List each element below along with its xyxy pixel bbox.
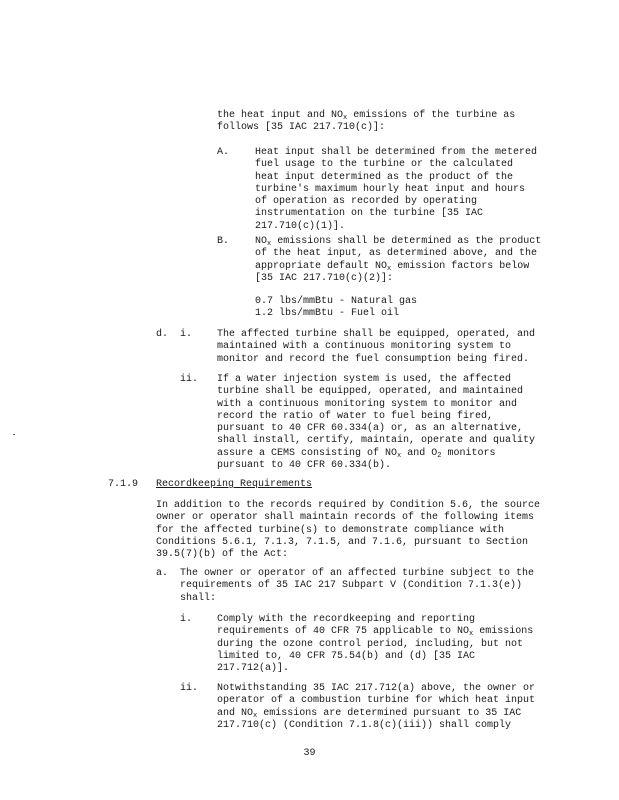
item-a-i-line-2-post: emissions <box>473 626 534 638</box>
item-a-i-line-4: limited to, 40 CFR 75.54(b) and (d) [35 IAC <box>217 650 476 662</box>
item-a-ii-line-4: 217.710(c) (Condition 7.1.8(c)(iii)) shall comply <box>217 719 512 731</box>
item-a-i-line-3: during the ozone control period, including, but not <box>217 638 524 650</box>
item-d-i-line: maintained with a continuous monitoring system to <box>217 341 512 353</box>
item-a-ii-text <box>217 683 535 732</box>
item-d-ii-line-7-pre: assure a CEMS consisting of NO <box>217 447 398 459</box>
nox-subscript: x <box>343 114 348 122</box>
item-A-label: A. <box>217 147 230 158</box>
item-B-line-4: [35 IAC 217.710(c)(2)]: <box>255 272 394 284</box>
margin-mark <box>13 434 15 435</box>
item-B-line-3-pre: appropriate default NO <box>255 260 388 272</box>
item-A-line: turbine's maximum hourly heat input and hours <box>255 183 526 195</box>
item-a-i-text <box>217 614 533 675</box>
emission-factor-natural-gas: 0.7 lbs/mmBtu - Natural gas <box>255 296 418 307</box>
item-B-text <box>255 236 541 285</box>
item-d-ii-line: If a water injection system is used, the affected <box>217 374 512 385</box>
item-d-label: d. <box>156 329 169 340</box>
item-d-i-label: i. <box>180 329 193 340</box>
item-a-line: The owner or operator of an affected turbine subject to the <box>180 568 535 579</box>
nox-subscript: x <box>253 711 258 720</box>
item-A-line: fuel usage to the turbine or the calculated <box>255 159 514 171</box>
item-d-i-line: monitor and record the fuel consumption being fired. <box>217 353 530 365</box>
item-d-ii-line: pursuant to 40 CFR 60.334(a) or, as an alternative, <box>217 423 524 435</box>
item-B-line-3-post: emission factors below <box>391 260 530 272</box>
item-a-ii-line-2: operator of a combustion turbine for which heat input <box>217 695 536 707</box>
item-a-i-line-5: 217.712(a)]. <box>217 663 290 675</box>
emission-factors <box>255 296 417 321</box>
section-body <box>156 500 540 561</box>
item-d-ii-line-7-post: monitors <box>441 447 496 459</box>
item-A-line: instrumentation on the turbine [35 IAC <box>255 208 484 220</box>
item-A-line: 217.710(c)(1)]. <box>255 220 346 232</box>
item-A-line: of operation as recorded by operating <box>255 196 478 208</box>
intro-line-1-pre: the heat input and NO <box>217 110 344 121</box>
item-a-text <box>180 568 534 605</box>
item-B-label: B. <box>217 236 230 247</box>
section-body-line: In addition to the records required by Condition 5.6, the source <box>156 500 541 511</box>
item-a-label: a. <box>156 568 169 579</box>
item-d-ii-line-8: pursuant to 40 CFR 60.334(b). <box>217 460 392 472</box>
nox-subscript: x <box>267 240 272 248</box>
item-a-ii-line-3-post: emissions are determined pursuant to 35 IAC <box>257 707 522 719</box>
o2-subscript: 2 <box>437 451 442 460</box>
nox-subscript: x <box>387 264 392 273</box>
nox-subscript: x <box>469 630 474 639</box>
item-d-ii-line: turbine shall be equipped, operated, and maintained <box>217 386 524 398</box>
intro-paragraph <box>217 110 515 135</box>
section-title: Recordkeeping Requirements <box>156 479 313 490</box>
item-a-i-label: i. <box>180 614 193 625</box>
item-A-line: Heat input shall be determined from the metered <box>255 147 538 158</box>
item-B-line-2: of the heat input, as determined above, and the <box>255 248 538 260</box>
section-number: 7.1.9 <box>108 479 139 490</box>
section-body-line: owner or operator shall maintain records of the following items <box>156 512 535 524</box>
item-a-line: requirements of 35 IAC 217 Subpart V (Condition 7.1.3(e)) <box>180 580 523 592</box>
nox-subscript: x <box>397 451 402 460</box>
intro-line-2: follows [35 IAC 217.710(c)]: <box>217 122 386 134</box>
item-a-ii-label: ii. <box>180 683 199 694</box>
item-B-line-1-pre: NO <box>255 236 268 247</box>
intro-line-1-post: emissions of the turbine as <box>347 110 516 121</box>
item-d-ii-line-7-mid: and O <box>401 447 438 459</box>
item-B-line-1-post: emissions shall be determined as the product <box>271 236 542 247</box>
item-A-line: heat input determined as the product of the <box>255 171 514 183</box>
section-body-line: Conditions 5.6.1, 7.1.3, 7.1.5, and 7.1.6, pursuant to Section <box>156 536 529 548</box>
section-body-line: 39.5(7)(b) of the Act: <box>156 549 289 561</box>
item-d-i-text <box>217 329 535 366</box>
item-d-i-line: The affected turbine shall be equipped, operated, and <box>217 329 536 340</box>
item-a-ii-line-1: Notwithstanding 35 IAC 217.712(a) above, the owner or <box>217 683 536 694</box>
item-d-ii-line: shall install, certify, maintain, operate and quality <box>217 435 536 447</box>
page-number: 39 <box>303 748 316 759</box>
item-d-ii-line: with a continuous monitoring system to monitor and <box>217 398 518 410</box>
item-a-i-line-2-pre: requirements of 40 CFR 75 applicable to NO <box>217 626 470 638</box>
section-body-line: for the affected turbine(s) to demonstrate compliance with <box>156 524 505 536</box>
item-a-ii-line-3-pre: and NO <box>217 707 254 719</box>
item-A-text <box>255 147 537 233</box>
item-d-ii-line: record the ratio of water to fuel being fired, <box>217 410 494 422</box>
item-d-ii-text <box>217 374 535 472</box>
emission-factor-fuel-oil: 1.2 lbs/mmBtu - Fuel oil <box>255 308 400 320</box>
item-a-i-line-1: Comply with the recordkeeping and reporting <box>217 614 476 625</box>
item-a-line: shall: <box>180 592 217 604</box>
item-d-ii-label: ii. <box>180 374 199 385</box>
